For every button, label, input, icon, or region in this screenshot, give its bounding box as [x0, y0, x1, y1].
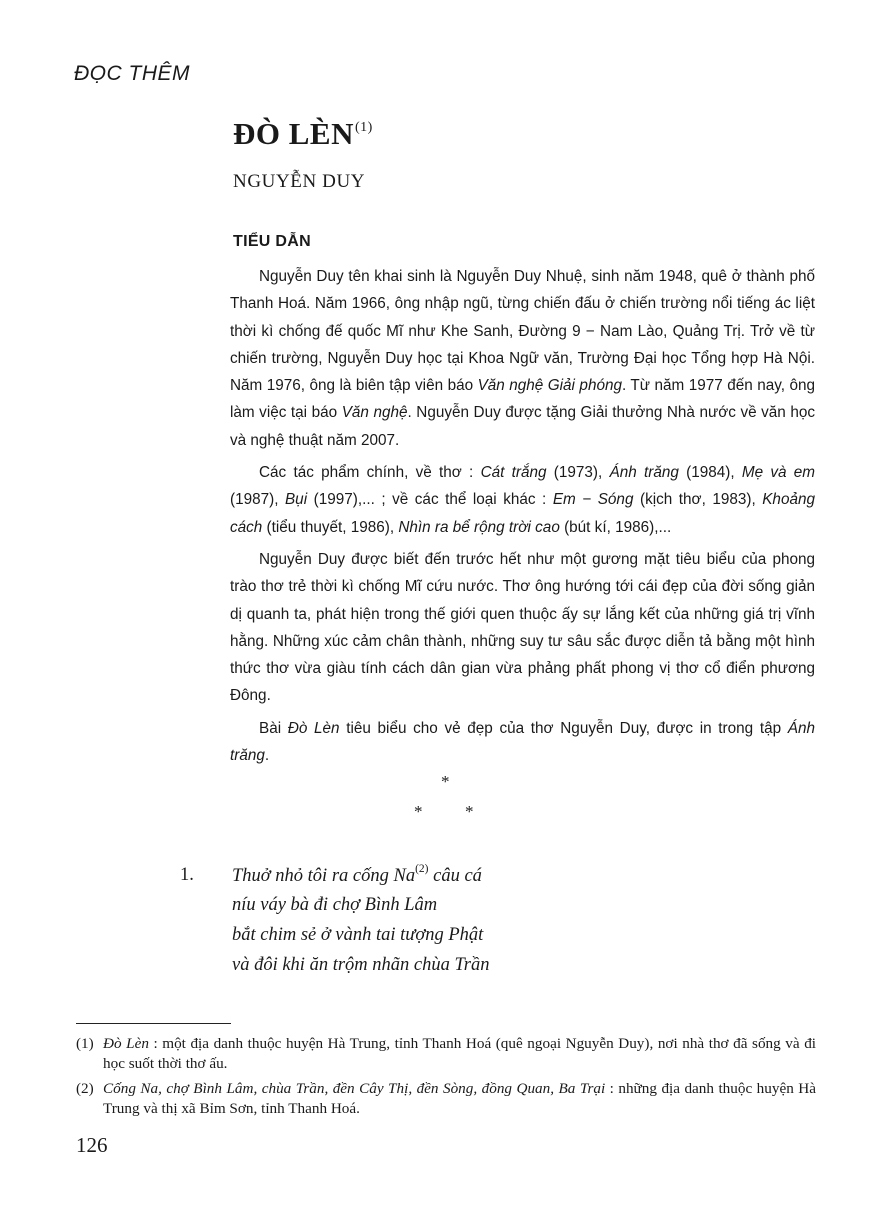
intro-text: Các tác phẩm chính, về thơ :	[259, 464, 481, 482]
intro-text: (1987),	[230, 491, 285, 509]
poem-line-text: câu cá	[428, 866, 482, 887]
intro-italic: Đò Lèn	[287, 719, 340, 737]
intro-italic: Nhìn ra bể rộng trời cao	[398, 518, 560, 536]
poem-line	[232, 865, 482, 887]
separator-star: *	[414, 802, 423, 821]
intro-italic: Văn nghệ	[341, 404, 408, 422]
intro-italic: Cát trắng	[480, 464, 547, 482]
footnote-divider	[76, 1023, 231, 1024]
intro-body	[230, 263, 815, 774]
intro-italic: Ánh trăng	[230, 719, 815, 765]
footnote-number: (1)	[76, 1035, 94, 1052]
poem-line: và đôi khi ăn trộm nhãn chùa Trần	[232, 955, 490, 975]
intro-text: (1984),	[678, 464, 742, 482]
intro-italic: Mẹ và em	[741, 464, 816, 482]
footnote-number: (2)	[76, 1080, 94, 1097]
intro-text: (bút kí, 1986),...	[559, 518, 672, 536]
intro-italic: Em − Sóng	[552, 491, 634, 509]
footnote-italic: Cống Na, chợ Bình Lâm, chùa Trần, đền Cây Thị, đền Sòng, đồng Quan, Ba Trại	[103, 1080, 606, 1097]
footnote-body: : những địa danh thuộc huyện Hà Trung và thị xã Bỉm Sơn, tỉnh Thanh Hoá.	[103, 1080, 816, 1117]
author-name: NGUYỄN DUY	[233, 171, 366, 192]
intro-paragraph-works	[230, 459, 815, 541]
poem-line: níu váy bà đi chợ Bình Lâm	[232, 895, 438, 915]
footnote-text	[103, 1079, 816, 1119]
poem-line: bắt chim sẻ ở vành tai tượng Phật	[232, 925, 484, 945]
stanza-number: 1.	[180, 865, 194, 885]
intro-text: (1997),... ; về các thể loại khác :	[307, 491, 553, 509]
poem-footnote-marker: (2)	[415, 863, 429, 875]
intro-text: .	[264, 747, 270, 765]
title-footnote-marker: (1)	[355, 119, 373, 135]
intro-text: (kịch thơ, 1983),	[633, 491, 763, 509]
intro-italic: Bụi	[284, 491, 308, 509]
poem-title-text: ĐÒ LÈN	[233, 116, 354, 151]
footnote-text	[103, 1034, 816, 1074]
poem-title	[233, 116, 373, 152]
intro-paragraph-biography	[230, 263, 815, 454]
intro-paragraph-style: Nguyễn Duy được biết đến trước hết như một gương mặt tiêu biểu của phong trào thơ trẻ thời kì chống Mĩ cứu nước. Thơ ông hướng tới cái đẹp của đời sống giản dị quanh ta, phát hiện trong thế giới quen thuộc ấy sự lắng kết của những giá trị vĩnh hằng. Những xúc cảm chân thành, những suy tư sâu sắc được diễn tả bằng một hình thức thơ vừa giàu tính cách dân gian vừa phảng phất phong vị thơ cổ điển phương Đông.	[230, 550, 815, 705]
intro-text: . Nguyễn Duy được tặng Giải thưởng Nhà nước về văn học và nghệ thuật năm 2007.	[230, 404, 815, 449]
intro-text: tiêu biểu cho vẻ đẹp của thơ Nguyễn Duy, được in trong tập	[339, 719, 788, 737]
poem-line-text: Thuở nhỏ tôi ra cống Na	[232, 866, 416, 887]
footnote-italic: Đò Lèn	[103, 1035, 149, 1052]
intro-text: (tiểu thuyết, 1986),	[262, 518, 399, 536]
intro-text: Nguyễn Duy tên khai sinh là Nguyễn Duy Nhuệ, sinh năm 1948, quê ở thành phố Thanh Hoá. Năm 1966, ông nhập ngũ, từng chiến đấu ở chiến trường nổi tiếng ác liệt thời kì chống đế quốc Mĩ như Khe Sanh, Đường 9 − Nam Lào, Quảng Trị. Trở về từ chiến trường, Nguyễn Duy học tại Khoa Ngữ văn, Trường Đại học Tổng hợp Hà Nội. Năm 1976, ông là biên tập viên báo	[230, 268, 815, 395]
intro-paragraph-poem	[230, 715, 815, 770]
intro-italic: Văn nghệ Giải phóng	[477, 377, 622, 395]
intro-text: (1973),	[546, 464, 610, 482]
footnote	[76, 1034, 816, 1074]
footnote-body: : một địa danh thuộc huyện Hà Trung, tỉnh Thanh Hoá (quê ngoại Nguyễn Duy), nơi nhà thơ đã sống và đi học suốt thời thơ ấu.	[103, 1035, 817, 1072]
intro-heading: TIỂU DẪN	[233, 233, 311, 250]
page-number: 126	[76, 1133, 108, 1157]
intro-text: Bài	[259, 719, 288, 737]
intro-italic: Ánh trăng	[609, 464, 679, 482]
intro-text: . Từ năm 1977 đến nay, ông làm việc tại báo	[230, 377, 815, 422]
intro-italic: Khoảng cách	[230, 491, 815, 536]
section-label: ĐỌC THÊM	[74, 62, 190, 85]
separator-star: *	[441, 772, 450, 791]
footnote	[76, 1079, 816, 1119]
separator-star: *	[465, 802, 474, 821]
